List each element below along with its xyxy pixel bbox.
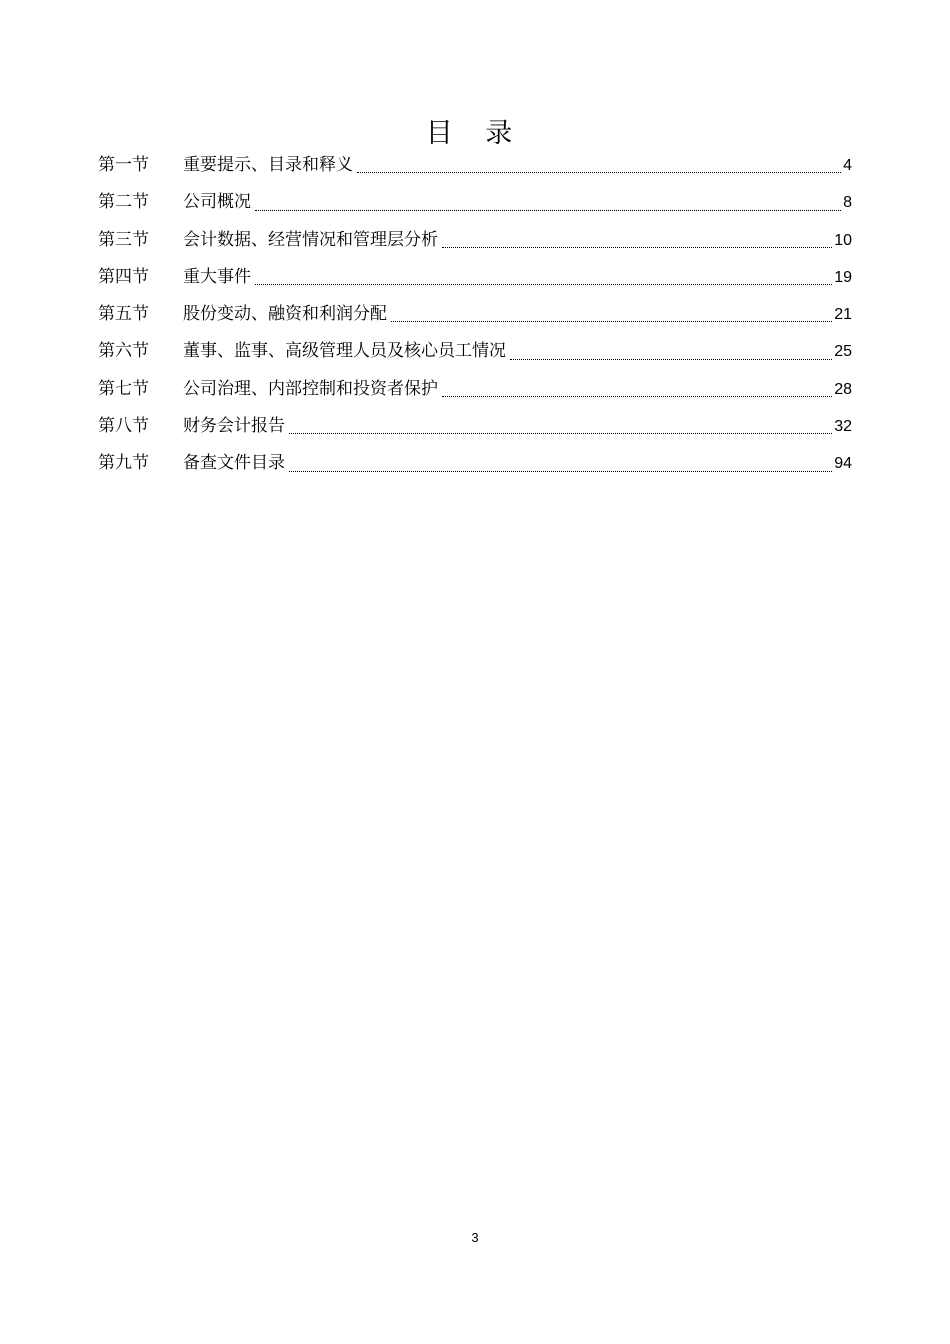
toc-entry-7[interactable] xyxy=(98,374,852,411)
toc-dot-leader xyxy=(442,396,832,397)
page-number: 3 xyxy=(471,1230,479,1245)
toc-section-title: 会计数据、经营情况和管理层分析 xyxy=(183,229,438,250)
toc-page-number: 25 xyxy=(834,343,852,361)
toc-section-label: 第三节 xyxy=(98,229,149,250)
toc-section-title: 重大事件 xyxy=(183,266,251,287)
toc-section-title: 重要提示、目录和释义 xyxy=(183,155,353,175)
toc-entry-4[interactable] xyxy=(98,262,852,299)
toc-dot-leader xyxy=(255,284,832,285)
toc-section-title: 公司治理、内部控制和投资者保护 xyxy=(183,378,438,399)
toc-page-number: 94 xyxy=(834,455,852,473)
table-of-contents xyxy=(98,150,852,486)
toc-entry-2[interactable] xyxy=(98,187,852,224)
toc-section-label: 第六节 xyxy=(98,341,149,362)
toc-page-number: 21 xyxy=(834,306,852,324)
toc-section-title: 董事、监事、高级管理人员及核心员工情况 xyxy=(183,341,506,362)
toc-section-title: 公司概况 xyxy=(183,192,251,213)
toc-page-number: 19 xyxy=(834,268,852,286)
toc-page-number: 32 xyxy=(834,418,852,436)
toc-section-label: 第二节 xyxy=(98,192,149,213)
toc-entry-6[interactable] xyxy=(98,336,852,373)
toc-section-label: 第四节 xyxy=(98,266,149,287)
toc-dot-leader xyxy=(289,471,832,472)
toc-section-label: 第九节 xyxy=(98,453,149,474)
toc-entry-8[interactable] xyxy=(98,411,852,448)
toc-section-label: 第七节 xyxy=(98,378,149,399)
toc-dot-leader xyxy=(357,172,841,173)
toc-section-label: 第八节 xyxy=(98,416,149,437)
toc-section-label: 第五节 xyxy=(98,304,149,325)
toc-entry-1[interactable] xyxy=(98,150,852,187)
toc-page-number: 4 xyxy=(843,157,852,174)
toc-dot-leader xyxy=(255,210,841,211)
toc-section-label: 第一节 xyxy=(98,155,149,175)
toc-section-title: 财务会计报告 xyxy=(183,416,285,437)
toc-entry-5[interactable] xyxy=(98,299,852,336)
toc-section-title: 股份变动、融资和利润分配 xyxy=(183,304,387,325)
toc-entry-3[interactable] xyxy=(98,225,852,262)
toc-page-number: 28 xyxy=(834,380,852,398)
toc-entry-9[interactable] xyxy=(98,448,852,485)
toc-dot-leader xyxy=(510,359,832,360)
toc-heading: 目 录 xyxy=(425,118,525,149)
toc-dot-leader xyxy=(442,247,832,248)
toc-page-number: 10 xyxy=(834,231,852,249)
toc-dot-leader xyxy=(391,321,832,322)
toc-dot-leader xyxy=(289,433,832,434)
toc-page-number: 8 xyxy=(843,194,852,212)
toc-section-title: 备查文件目录 xyxy=(183,453,285,474)
